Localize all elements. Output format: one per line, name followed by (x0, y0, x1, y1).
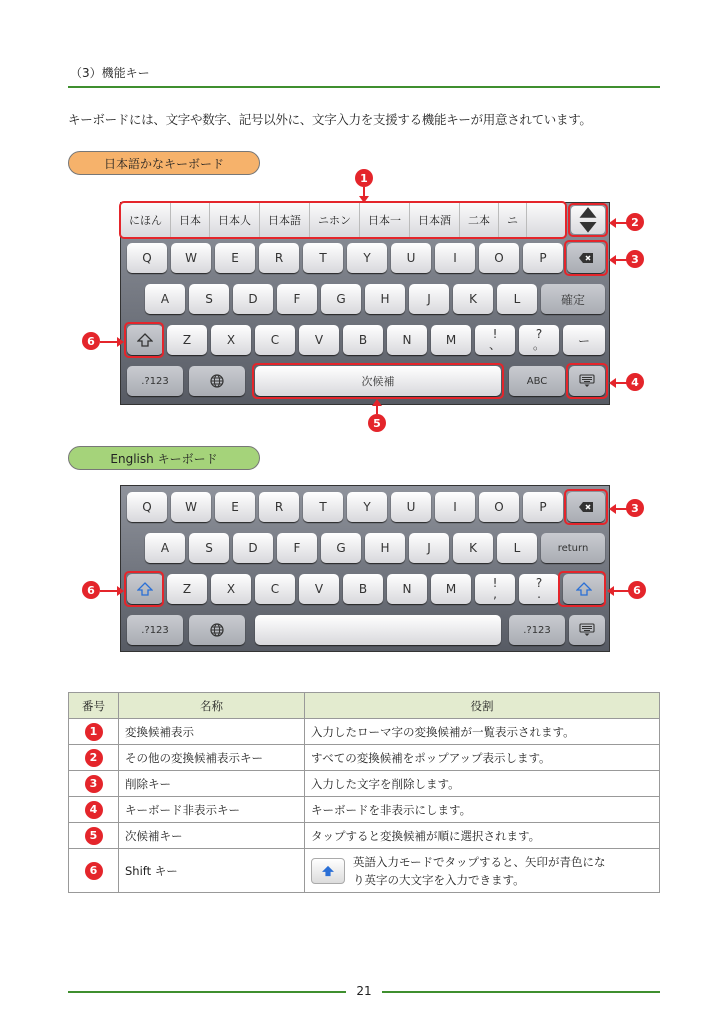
title-rule (68, 86, 660, 88)
marker-4: 4 (626, 373, 644, 391)
key-bottom-char: 、 (488, 338, 501, 352)
marker-1: 1 (355, 169, 373, 187)
key-a[interactable]: A (145, 284, 185, 314)
role-line-1: 英語入力モードでタップすると、矢印が青色にな (353, 854, 606, 869)
key-l[interactable]: L (497, 533, 537, 563)
highlight-shift (124, 322, 164, 358)
marker-3: 3 (626, 250, 644, 268)
key-u[interactable]: U (391, 492, 431, 522)
arrow-1 (363, 187, 365, 201)
row-marker: 3 (85, 775, 103, 793)
candidate-item[interactable]: 二本 (460, 203, 499, 237)
table-row (69, 745, 660, 771)
highlight-candidates (119, 201, 567, 239)
highlight-space (252, 363, 504, 399)
key-y[interactable]: Y (347, 243, 387, 273)
confirm-key[interactable]: 確定 (541, 284, 605, 314)
blue-shift-icon (321, 865, 335, 877)
key-bottom-char: . (537, 587, 541, 601)
key-p[interactable]: P (523, 492, 563, 522)
key-w[interactable]: W (171, 492, 211, 522)
candidate-item[interactable]: 日本人 (210, 203, 260, 237)
highlight-delete (564, 240, 608, 276)
numbers-key-left[interactable]: .?123 (127, 615, 183, 645)
candidate-item[interactable]: 日本語 (260, 203, 310, 237)
row-role (305, 849, 660, 893)
key-d[interactable]: D (233, 284, 273, 314)
candidate-item[interactable]: 日本 (171, 203, 210, 237)
footer-rule-right (382, 991, 660, 993)
function-key-table (68, 692, 660, 893)
space-key[interactable] (255, 615, 501, 645)
key-h[interactable]: H (365, 284, 405, 314)
key-t[interactable]: T (303, 492, 343, 522)
key-y[interactable]: Y (347, 492, 387, 522)
numbers-key-right[interactable]: .?123 (509, 615, 565, 645)
arrow-3 (611, 259, 627, 261)
key-x[interactable]: X (211, 574, 251, 604)
key-exclaim-comma[interactable] (475, 325, 515, 355)
key-k[interactable]: K (453, 284, 493, 314)
key-r[interactable]: R (259, 243, 299, 273)
row-role: すべての変換候補をポップアップ表示します。 (305, 745, 660, 771)
row-marker: 1 (85, 723, 103, 741)
key-b[interactable]: B (343, 574, 383, 604)
globe-key[interactable] (189, 615, 245, 645)
key-j[interactable]: J (409, 284, 449, 314)
key-i[interactable]: I (435, 492, 475, 522)
key-m[interactable]: M (431, 325, 471, 355)
globe-icon (209, 623, 225, 637)
arrow-5 (376, 401, 378, 414)
marker-5: 5 (368, 414, 386, 432)
header-role: 役割 (305, 693, 660, 719)
arrow-6-en-right (609, 590, 629, 592)
table-row (69, 771, 660, 797)
highlight-shift-right (558, 571, 606, 607)
key-top-char: ! (492, 327, 498, 341)
key-v[interactable]: V (299, 325, 339, 355)
header-number: 番号 (69, 693, 119, 719)
key-h[interactable]: H (365, 533, 405, 563)
key-l[interactable]: L (497, 284, 537, 314)
highlight-shift-left (124, 571, 164, 607)
candidate-item[interactable]: ニ (499, 203, 527, 237)
arrow-6-en-left (100, 590, 122, 592)
key-k[interactable]: K (453, 533, 493, 563)
key-m[interactable]: M (431, 574, 471, 604)
row-name: その他の変換候補表示キー (119, 745, 305, 771)
candidate-item[interactable]: にほん (121, 203, 171, 237)
jp-keyboard-label: 日本語かなキーボード (68, 151, 260, 175)
row-role: 入力したローマ字の変換候補が一覧表示されます。 (305, 719, 660, 745)
row-role: 入力した文字を削除します。 (305, 771, 660, 797)
marker-3-en: 3 (626, 499, 644, 517)
row-marker: 5 (85, 827, 103, 845)
key-exclaim-comma[interactable] (475, 574, 515, 604)
key-t[interactable]: T (303, 243, 343, 273)
hide-keyboard-key[interactable] (569, 615, 605, 645)
globe-icon (209, 374, 225, 388)
en-keyboard (120, 485, 610, 652)
section-title: （3）機能キー (70, 66, 150, 80)
key-bottom-char: 。 (532, 338, 545, 352)
key-n[interactable]: N (387, 325, 427, 355)
arrow-4 (611, 382, 627, 384)
numbers-key[interactable]: .?123 (127, 366, 183, 396)
key-i[interactable]: I (435, 243, 475, 273)
marker-6-en-right: 6 (628, 581, 646, 599)
key-f[interactable]: F (277, 284, 317, 314)
key-n[interactable]: N (387, 574, 427, 604)
table-row (69, 849, 660, 893)
key-q[interactable]: Q (127, 243, 167, 273)
row-name: 変換候補表示 (119, 719, 305, 745)
key-c[interactable]: C (255, 574, 295, 604)
row-name: キーボード非表示キー (119, 797, 305, 823)
key-g[interactable]: G (321, 284, 361, 314)
marker-6: 6 (82, 332, 100, 350)
key-question-period[interactable] (519, 325, 559, 355)
arrow-6 (100, 341, 122, 343)
key-top-char: ? (535, 327, 543, 341)
key-f[interactable]: F (277, 533, 317, 563)
key-bottom-char: , (493, 587, 497, 601)
highlight-delete-en (564, 489, 608, 525)
highlight-hide-keyboard (566, 363, 608, 399)
key-w[interactable]: W (171, 243, 211, 273)
table-row (69, 719, 660, 745)
key-question-period[interactable] (519, 574, 559, 604)
table-row (69, 797, 660, 823)
candidate-item[interactable]: ニホン (310, 203, 360, 237)
key-p[interactable]: P (523, 243, 563, 273)
key-s[interactable]: S (189, 533, 229, 563)
marker-2: 2 (626, 213, 644, 231)
return-key[interactable]: return (541, 533, 605, 563)
highlight-more-candidates (568, 203, 608, 237)
row-role: タップすると変換候補が順に選択されます。 (305, 823, 660, 849)
keyboard-hide-icon (579, 623, 595, 637)
table-row (69, 823, 660, 849)
footer-rule-left (68, 991, 346, 993)
en-keyboard-label: English キーボード (68, 446, 260, 470)
candidate-item[interactable]: 日本酒 (410, 203, 460, 237)
key-top-char: ? (535, 576, 543, 590)
arrow-3-en (611, 508, 627, 510)
key-b[interactable]: B (343, 325, 383, 355)
key-c[interactable]: C (255, 325, 295, 355)
key-z[interactable]: Z (167, 325, 207, 355)
key-long-dash[interactable]: ー (563, 325, 605, 355)
key-u[interactable]: U (391, 243, 431, 273)
role-line-2: り英字の大文字を入力できます。 (353, 872, 525, 887)
globe-key[interactable] (189, 366, 245, 396)
header-name: 名称 (119, 693, 305, 719)
key-z[interactable]: Z (167, 574, 207, 604)
key-s[interactable]: S (189, 284, 229, 314)
next-candidate-key[interactable]: 次候補 (255, 366, 501, 396)
intro-text: キーボードには、文字や数字、記号以外に、文字入力を支援する機能キーが用意されています。 (68, 112, 592, 127)
blue-shift-sample (311, 858, 345, 884)
key-r[interactable]: R (259, 492, 299, 522)
key-g[interactable]: G (321, 533, 361, 563)
key-o[interactable]: O (479, 492, 519, 522)
row-marker: 2 (85, 749, 103, 767)
row-name: 削除キー (119, 771, 305, 797)
key-q[interactable]: Q (127, 492, 167, 522)
arrow-2 (611, 222, 627, 224)
key-top-char: ! (492, 576, 498, 590)
candidate-item[interactable]: 日本一 (360, 203, 410, 237)
abc-key[interactable]: ABC (509, 366, 565, 396)
row-marker: 4 (85, 801, 103, 819)
marker-6-en-left: 6 (82, 581, 100, 599)
key-e[interactable]: E (215, 492, 255, 522)
key-a[interactable]: A (145, 533, 185, 563)
key-v[interactable]: V (299, 574, 339, 604)
key-d[interactable]: D (233, 533, 273, 563)
key-j[interactable]: J (409, 533, 449, 563)
row-name: 次候補キー (119, 823, 305, 849)
page-number: 21 (356, 984, 372, 998)
table-header-row (69, 693, 660, 719)
key-x[interactable]: X (211, 325, 251, 355)
key-e[interactable]: E (215, 243, 255, 273)
key-o[interactable]: O (479, 243, 519, 273)
row-marker: 6 (85, 862, 103, 880)
row-role: キーボードを非表示にします。 (305, 797, 660, 823)
row-name: Shift キー (119, 849, 305, 893)
